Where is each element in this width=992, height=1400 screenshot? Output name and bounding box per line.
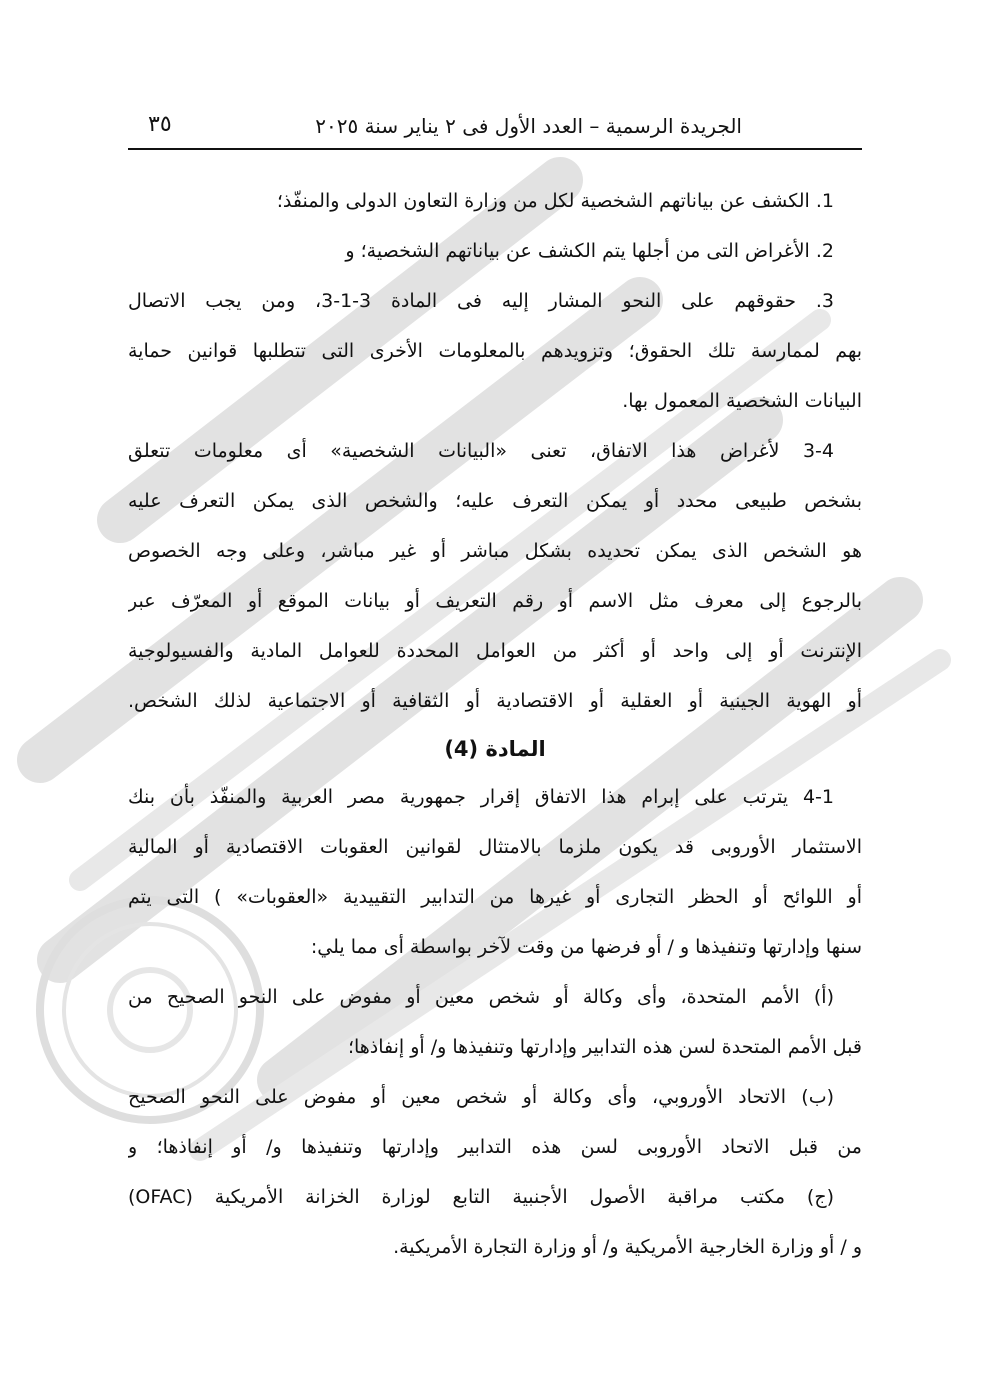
page-content	[128, 176, 862, 1272]
text-line: البيانات الشخصية المعمول بها.	[622, 389, 862, 412]
text-line: أو اللوائح أو الحظر التجارى أو غيرها من التدابير التقييدية «العقوبات» ) التى يتم	[128, 886, 862, 908]
header-title: الجريدة الرسمية – العدد الأول فى ٢ يناير سنة ٢٠٢٥	[315, 114, 742, 138]
text-line: 1. الكشف عن بياناتهم الشخصية لكل من وزارة التعاون الدولى والمنفّذ؛	[276, 189, 834, 212]
page-header	[128, 100, 862, 150]
text-line: (أ) الأمم المتحدة، وأى وكالة أو شخص معين أو مفوض على النحو الصحيح من	[128, 986, 834, 1008]
text-line: 3-4 لأغراض هذا الاتفاق، تعنى «البيانات الشخصية» أى معلومات تتعلق	[128, 440, 834, 462]
text-line: بالرجوع إلى معرف مثل الاسم أو رقم التعريف أو بيانات الموقع أو المعرّف عبر	[128, 590, 862, 612]
text-line: سنها وإدارتها وتنفيذها و / أو فرضها من وقت لآخر بواسطة أى مما يلي:	[310, 935, 862, 958]
text-line: الاستثمار الأوروبى قد يكون ملزما بالامتثال لقوانين العقوبات الاقتصادية أو المالية	[128, 836, 862, 858]
article-heading: المادة (4)	[444, 736, 546, 761]
text-line: (ب) الاتحاد الأوروبي، وأى وكالة أو شخص معين أو مفوض على النحو الصحيح	[128, 1086, 834, 1108]
text-line: (ج) مكتب مراقبة الأصول الأجنبية التابع لوزارة الخزانة الأمريكية (OFAC)	[128, 1186, 834, 1208]
text-line: هو الشخص الذى يمكن تحديده بشكل مباشر أو غير مباشر، وعلى وجه الخصوص	[128, 540, 862, 562]
text-line: 3. حقوقهم على النحو المشار إليه فى المادة 3-1-3، ومن يجب الاتصال	[128, 290, 835, 312]
document-page	[128, 100, 862, 1272]
page-number: ٣٥	[148, 112, 172, 137]
text-line: بهم لممارسة تلك الحقوق؛ وتزويدهم بالمعلومات الأخرى التى تتطلبها قوانين حماية	[128, 340, 862, 362]
text-line: 4-1 يترتب على إبرام هذا الاتفاق إقرار جمهورية مصر العربية والمنفّذ بأن بنك	[128, 786, 834, 808]
section-3-paragraphs	[128, 176, 862, 726]
text-line: الإنترنت أو إلى واحد أو أكثر من العوامل المحددة للعوامل المادية والفسيولوجية	[128, 640, 862, 662]
text-line: أو الهوية الجينية أو العقلية أو الاقتصادية أو الثقافية أو الاجتماعية لذلك الشخص.	[128, 690, 862, 712]
article-4-paragraphs	[128, 772, 862, 1272]
text-line: بشخص طبيعى محدد أو يمكن التعرف عليه؛ والشخص الذى يمكن التعرف عليه	[128, 490, 862, 512]
text-line: و / أو وزارة الخارجية الأمريكية و/ أو وزارة التجارة الأمريكية.	[393, 1235, 862, 1258]
text-line: من قبل الاتحاد الأوروبى لسن هذه التدابير وإدارتها وتنفيذها و/ أو إنفاذها؛ و	[128, 1136, 862, 1158]
text-line: قبل الأمم المتحدة لسن هذه التدابير وإدارتها وتنفيذها و/ أو إنفاذها؛	[347, 1035, 862, 1058]
text-line: 2. الأغراض التى من أجلها يتم الكشف عن بياناتهم الشخصية؛ و	[345, 239, 834, 262]
